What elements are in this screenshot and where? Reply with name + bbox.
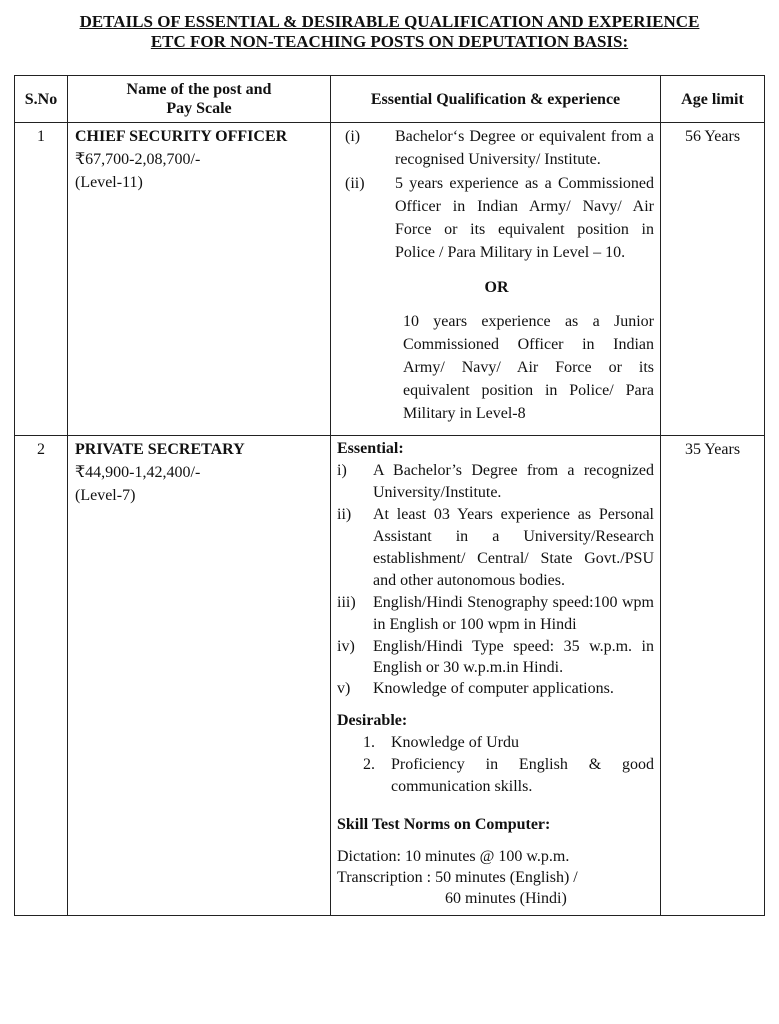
item-number: 1. xyxy=(363,734,375,751)
item-text: Knowledge of Urdu xyxy=(391,734,519,751)
header-sno: S.No xyxy=(15,76,68,123)
or-separator: OR xyxy=(484,279,509,296)
pay-level: (Level-7) xyxy=(75,487,136,504)
list-item xyxy=(337,592,654,636)
item-number: ii) xyxy=(337,506,352,523)
pay-scale: ₹67,700-2,08,700/- xyxy=(75,151,201,168)
pay-scale: ₹44,900-1,42,400/- xyxy=(75,464,201,481)
list-item xyxy=(339,172,654,264)
table-row xyxy=(15,436,765,916)
age-limit: 35 Years xyxy=(661,436,765,916)
age-limit: 56 Years xyxy=(661,123,765,436)
qualification-table xyxy=(14,75,765,916)
item-text: English/Hindi Type speed: 35 w.p.m. in English or 30 w.p.m.in Hindi. xyxy=(373,638,654,676)
essential-label: Essential: xyxy=(337,440,404,457)
row-sno: 1 xyxy=(15,123,68,436)
item-number: iv) xyxy=(337,638,355,655)
post-name: PRIVATE SECRETARY xyxy=(75,441,245,458)
table-row xyxy=(15,123,765,436)
list-item xyxy=(339,125,654,171)
header-age-limit: Age limit xyxy=(661,76,765,123)
list-item xyxy=(337,732,654,754)
skill-transcription: Transcription : 50 minutes (English) / xyxy=(337,869,578,886)
skill-test-label: Skill Test Norms on Computer: xyxy=(337,816,551,833)
alternative-qualification: 10 years experience as a Junior Commissioned Officer in Indian Army/ Navy/ Air Force or its equivalent position in Police/ Para Military in Level-8 xyxy=(403,313,654,422)
post-cell xyxy=(68,123,331,436)
item-text: A Bachelor’s Degree from a recognized University/Institute. xyxy=(373,462,654,501)
list-item xyxy=(337,504,654,592)
item-number: v) xyxy=(337,680,351,697)
document-title xyxy=(0,12,779,52)
qualification-cell xyxy=(331,436,661,916)
item-number: (ii) xyxy=(345,175,365,192)
post-name: CHIEF SECURITY OFFICER xyxy=(75,128,288,145)
item-number: 2. xyxy=(363,756,375,773)
item-number: (i) xyxy=(345,128,361,145)
item-number: iii) xyxy=(337,594,356,611)
title-line-1: DETAILS OF ESSENTIAL & DESIRABLE QUALIFICATION AND EXPERIENCE xyxy=(79,12,700,31)
item-text: Bachelor‘s Degree or equivalent from a recognised University/ Institute. xyxy=(395,128,654,168)
title-line-2: ETC FOR NON-TEACHING POSTS ON DEPUTATION BASIS: xyxy=(150,32,629,51)
item-text: Knowledge of computer applications. xyxy=(373,680,614,697)
qualification-cell xyxy=(331,123,661,436)
header-post-name xyxy=(68,76,331,123)
item-text: English/Hindi Stenography speed:100 wpm in English or 100 wpm in Hindi xyxy=(373,594,654,633)
item-text: At least 03 Years experience as Personal Assistant in a University/Research establishment/ Central/ State Govt./PSU and other autonomous bodies. xyxy=(373,506,654,589)
item-number: i) xyxy=(337,462,347,479)
skill-test-norms xyxy=(337,846,654,909)
list-item xyxy=(337,678,654,700)
list-item xyxy=(337,460,654,504)
skill-dictation: Dictation: 10 minutes @ 100 w.p.m. xyxy=(337,848,570,865)
list-item xyxy=(337,754,654,798)
header-post-name-line2: Pay Scale xyxy=(166,100,232,117)
header-post-name-line1: Name of the post and xyxy=(126,81,272,98)
item-text: 5 years experience as a Commissioned Officer in Indian Army/ Navy/ Air Force or its equivalent position in Police / Para Military in Level – 10. xyxy=(395,175,654,261)
item-text: Proficiency in English & good communication skills. xyxy=(391,756,654,795)
table-header-row xyxy=(15,76,765,123)
pay-level: (Level-11) xyxy=(75,174,143,191)
list-item xyxy=(337,636,654,678)
header-qualification: Essential Qualification & experience xyxy=(331,76,661,123)
row-sno: 2 xyxy=(15,436,68,916)
skill-transcription-hindi: 60 minutes (Hindi) xyxy=(445,890,567,907)
desirable-label: Desirable: xyxy=(337,712,408,729)
post-cell xyxy=(68,436,331,916)
